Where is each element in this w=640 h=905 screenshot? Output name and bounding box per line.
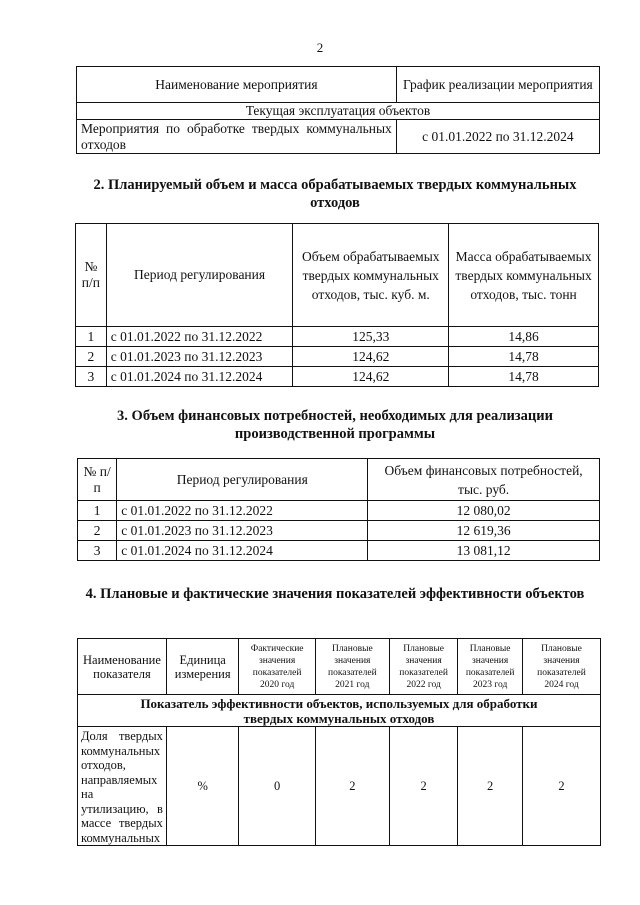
indicator-unit: %	[166, 727, 239, 846]
activity-name: Мероприятия по обработке твердых коммунальных отходов	[81, 120, 392, 152]
section-current-operation: Текущая эксплуатация объектов	[77, 103, 600, 120]
row-volume: 125,33	[293, 327, 449, 347]
header-mass: Масса обрабатываемых твердых коммунальных отходов, тыс. тонн	[449, 224, 599, 327]
activity-name-cell	[77, 120, 397, 154]
header-unit: Единица измерения	[166, 639, 239, 695]
value-2020: 0	[239, 727, 315, 846]
row-period: с 01.01.2023 по 31.12.2023	[117, 521, 368, 541]
row-num: 2	[76, 347, 107, 367]
page-number: 2	[316, 40, 324, 55]
activities-table	[76, 66, 600, 154]
row-mass: 14,86	[449, 327, 599, 347]
row-period: с 01.01.2024 по 31.12.2024	[106, 367, 293, 387]
value-2023: 2	[458, 727, 523, 846]
value-2022: 2	[389, 727, 457, 846]
header-num: № п/п	[76, 224, 107, 327]
header-plan-2023: Плановые значения показателей 2023 год	[458, 639, 523, 695]
header-activity-name: Наименование мероприятия	[77, 67, 397, 103]
row-period: с 01.01.2022 по 31.12.2022	[117, 501, 368, 521]
header-indicator-name: Наименование показателя	[78, 639, 167, 695]
table-row	[76, 347, 599, 367]
table-row	[78, 521, 600, 541]
row-num: 3	[78, 541, 117, 561]
header-financial: Объем финансовых потребностей, тыс. руб.	[368, 459, 600, 501]
header-plan-2021: Плановые значения показателей 2021 год	[315, 639, 389, 695]
table-row	[76, 327, 599, 347]
table-row	[78, 541, 600, 561]
header-schedule: График реализации мероприятия	[396, 67, 599, 103]
volume-mass-table	[75, 223, 599, 387]
value-2021: 2	[315, 727, 389, 846]
row-volume: 124,62	[293, 347, 449, 367]
row-financial: 12 619,36	[368, 521, 600, 541]
indicator-name-cell	[78, 727, 167, 846]
row-num: 1	[76, 327, 107, 347]
header-num: № п/п	[78, 459, 117, 501]
header-plan-2022: Плановые значения показателей 2022 год	[389, 639, 457, 695]
value-2024: 2	[522, 727, 600, 846]
indicator-name: Доля твердых коммунальных отходов, направляемых на утилизацию, в массе твердых коммунальных	[81, 729, 163, 845]
table-row	[76, 367, 599, 387]
table-row	[78, 501, 600, 521]
row-period: с 01.01.2024 по 31.12.2024	[117, 541, 368, 561]
table-row	[78, 727, 601, 846]
row-num: 1	[78, 501, 117, 521]
row-mass: 14,78	[449, 347, 599, 367]
row-financial: 13 081,12	[368, 541, 600, 561]
header-period: Период регулирования	[117, 459, 368, 501]
row-period: с 01.01.2022 по 31.12.2022	[106, 327, 293, 347]
row-num: 2	[78, 521, 117, 541]
section-2-title: 2. Планируемый объем и масса обрабатываемых твердых коммунальных отходов	[93, 177, 577, 211]
header-period: Период регулирования	[106, 224, 293, 327]
section-4-title: 4. Плановые и фактические значения показателей эффективности объектов	[85, 586, 585, 602]
indicator-section: Показатель эффективности объектов, используемых для обработки твердых коммунальных отходов	[78, 695, 601, 727]
row-financial: 12 080,02	[368, 501, 600, 521]
header-plan-2024: Плановые значения показателей 2024 год	[522, 639, 600, 695]
header-volume: Объем обрабатываемых твердых коммунальных отходов, тыс. куб. м.	[293, 224, 449, 327]
header-fact-2020: Фактические значения показателей 2020 год	[239, 639, 315, 695]
financial-needs-table	[77, 458, 600, 561]
row-mass: 14,78	[449, 367, 599, 387]
row-num: 3	[76, 367, 107, 387]
section-3-title: 3. Объем финансовых потребностей, необходимых для реализации производственной программы	[117, 408, 553, 442]
efficiency-indicators-table	[77, 638, 601, 846]
row-volume: 124,62	[293, 367, 449, 387]
row-period: с 01.01.2023 по 31.12.2023	[106, 347, 293, 367]
activity-schedule: с 01.01.2022 по 31.12.2024	[396, 120, 599, 154]
